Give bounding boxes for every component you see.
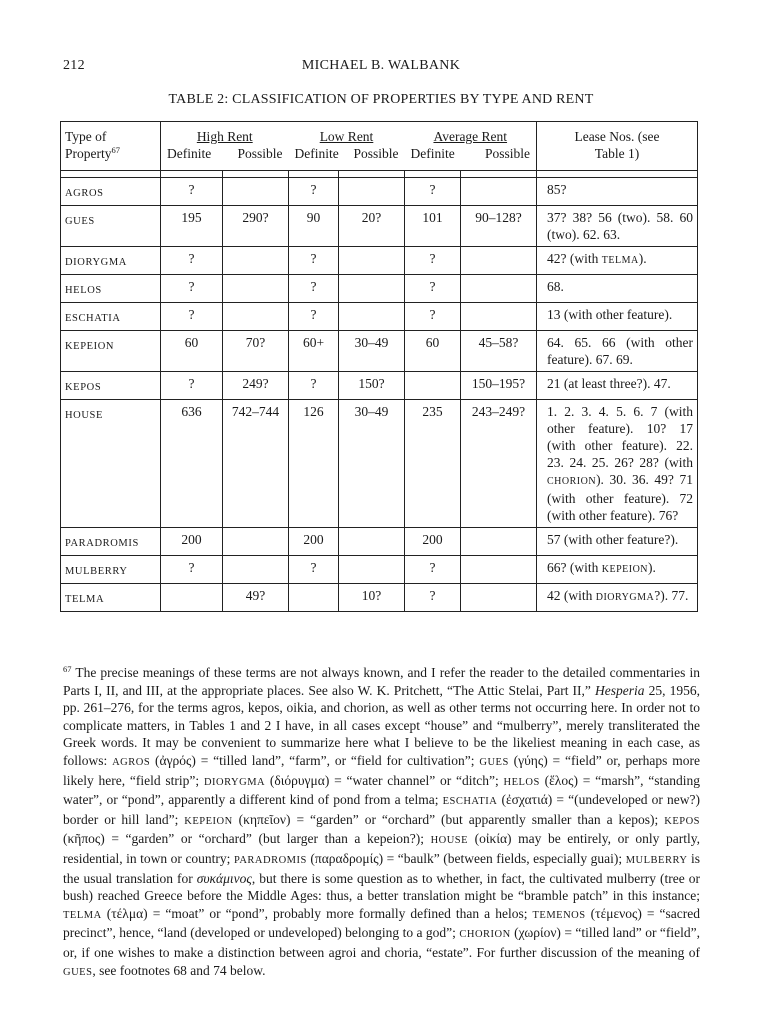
cell-low-definite: ? xyxy=(289,556,339,584)
cell-average-possible: 150–195? xyxy=(461,372,537,400)
cell-low-possible: 10? xyxy=(339,584,405,612)
header-low-rent: Low Rent Definite Possible xyxy=(289,122,405,171)
table-row xyxy=(61,372,698,400)
table-row xyxy=(61,247,698,275)
cell-low-definite: ? xyxy=(289,303,339,331)
cell-low-definite: ? xyxy=(289,178,339,206)
cell-high-definite: 60 xyxy=(161,331,223,372)
cell-average-definite: ? xyxy=(405,247,461,275)
cell-property-type: AGROS xyxy=(61,178,161,206)
table-row xyxy=(61,331,698,372)
cell-property-type: KEPOS xyxy=(61,372,161,400)
cell-low-definite xyxy=(289,584,339,612)
cell-lease-numbers: 13 (with other feature). xyxy=(537,303,698,331)
cell-high-definite: ? xyxy=(161,303,223,331)
table-row xyxy=(61,275,698,303)
cell-high-definite xyxy=(161,584,223,612)
header-type: Type of Property$^{67}$ xyxy=(61,122,161,171)
cell-average-possible xyxy=(461,275,537,303)
cell-low-possible: 150? xyxy=(339,372,405,400)
cell-high-possible: 249? xyxy=(223,372,289,400)
cell-average-possible xyxy=(461,556,537,584)
cell-low-definite: ? xyxy=(289,275,339,303)
table-caption: TABLE 2: CLASSIFICATION OF PROPERTIES BY TYPE AND RENT xyxy=(168,92,594,107)
cell-property-type: TELMA xyxy=(61,584,161,612)
cell-low-definite: 60+ xyxy=(289,331,339,372)
table-row xyxy=(61,528,698,556)
cell-property-type: HELOS xyxy=(61,275,161,303)
cell-low-possible xyxy=(339,178,405,206)
cell-low-definite: ? xyxy=(289,372,339,400)
cell-high-possible xyxy=(223,247,289,275)
cell-average-possible: 45–58? xyxy=(461,331,537,372)
cell-low-possible xyxy=(339,303,405,331)
cell-high-definite: ? xyxy=(161,247,223,275)
cell-low-possible xyxy=(339,556,405,584)
cell-average-definite: 200 xyxy=(405,528,461,556)
cell-high-possible xyxy=(223,303,289,331)
cell-average-definite: 101 xyxy=(405,206,461,247)
cell-low-definite: 90 xyxy=(289,206,339,247)
cell-average-possible xyxy=(461,528,537,556)
cell-low-possible: 20? xyxy=(339,206,405,247)
table-row xyxy=(61,584,698,612)
cell-high-possible: 49? xyxy=(223,584,289,612)
footnote-67: $^{67}$ The precise meanings of these terms are not always known, and I refer the reader to the detailed commentaries in Parts I, II, and III, at the appropriate places. See also W. K. Pritchett, “The Attic Stelai, Part II,” Hesperia 25, 1956, pp. 261–276, for the terms agros, kepos, oikia, and chorion, as well as other terms not occurring here. In order not to complicate matters, in Tables 1 and 2 I have, in all cases except “house” and “mulberry”, merely transliterated the Greek words. It may be convenient to summarize here what I believe to be the likeliest meaning in each case, as follows: AGROS (ἀγρός) = “tilled land”, “farm”, or “field for cultivation”; GUES (γύης) = “field” or, perhaps more likely here, “field strip”; DIORYGMA (διόρυγμα) = “water channel” or “ditch”; HELOS (ἕλος) = “marsh”, “standing water”, or “pond”, apparently a different kind of pond from a telma; ESCHATIA (ἐσχατιά) = “(undeveloped or new?) border or hill land”; KEPEION (κηπεῖον) = “garden” or “orchard” (but apparently smaller than a kepos); KEPOS (κῆπος) = “garden” or “orchard” (but larger than a kepeion?); HOUSE (οἰκία) may be entirely, or only partly, residential, in town or country; PARADROMIS (παραδρομίς) = “baulk” (between fields, especially guai); MULBERRY is the usual translation for συκάμινος, but there is some question as to whether, in fact, the cultivated mulberry (tree or bush) reached Greece before the Middle Ages: thus, a better translation might be “bramble patch” in this instance; TELMA (τέλμα) = “moat” or “pond”, probably more formally defined than a helos; TEMENOS (τέμενος) = “sacred precinct”, hence, “land (developed or undeveloped) belonging to a god”; CHORION (χωρίον) = “tilled land” or “field”, or, if one wishes to make a distinction between agroi and choria, “estate”. For further discussion of the meaning of GUES, see footnotes 68 and 74 below. xyxy=(63,664,701,978)
cell-low-definite: ? xyxy=(289,247,339,275)
cell-high-definite: ? xyxy=(161,275,223,303)
cell-average-definite: ? xyxy=(405,556,461,584)
header-lease: Lease Nos. (see Table 1) xyxy=(537,122,698,171)
cell-high-definite: ? xyxy=(161,178,223,206)
cell-lease-numbers: 21 (at least three?). 47. xyxy=(537,372,698,400)
table-body xyxy=(61,178,698,612)
running-head: MICHAEL B. WALBANK xyxy=(301,58,461,73)
cell-high-possible xyxy=(223,178,289,206)
page-number: 212 xyxy=(63,58,85,73)
cell-low-possible: 30–49 xyxy=(339,400,405,528)
cell-average-possible: 90–128? xyxy=(461,206,537,247)
cell-average-definite: 60 xyxy=(405,331,461,372)
cell-high-possible: 290? xyxy=(223,206,289,247)
cell-property-type: HOUSE xyxy=(61,400,161,528)
cell-average-possible xyxy=(461,178,537,206)
table-row xyxy=(61,556,698,584)
table-header-row xyxy=(61,122,698,171)
cell-average-definite: ? xyxy=(405,584,461,612)
cell-property-type: KEPEION xyxy=(61,331,161,372)
cell-low-possible xyxy=(339,275,405,303)
cell-low-definite: 126 xyxy=(289,400,339,528)
table-row xyxy=(61,400,698,528)
cell-low-possible: 30–49 xyxy=(339,331,405,372)
cell-high-possible xyxy=(223,556,289,584)
cell-lease-numbers: 57 (with other feature?). xyxy=(537,528,698,556)
cell-high-possible: 70? xyxy=(223,331,289,372)
cell-high-definite: 195 xyxy=(161,206,223,247)
cell-high-possible xyxy=(223,528,289,556)
cell-average-possible xyxy=(461,303,537,331)
cell-lease-numbers: 64. 65. 66 (with other feature). 67. 69. xyxy=(537,331,698,372)
cell-average-definite: ? xyxy=(405,275,461,303)
cell-average-definite xyxy=(405,372,461,400)
cell-average-possible: 243–249? xyxy=(461,400,537,528)
cell-high-possible xyxy=(223,275,289,303)
cell-high-possible: 742–744 xyxy=(223,400,289,528)
cell-lease-numbers: 85? xyxy=(537,178,698,206)
cell-high-definite: ? xyxy=(161,556,223,584)
cell-lease-numbers: 68. xyxy=(537,275,698,303)
table-row xyxy=(61,303,698,331)
cell-property-type: PARADROMIS xyxy=(61,528,161,556)
cell-property-type: DIORYGMA xyxy=(61,247,161,275)
cell-average-possible xyxy=(461,247,537,275)
cell-average-definite: ? xyxy=(405,303,461,331)
table-row xyxy=(61,206,698,247)
cell-high-definite: ? xyxy=(161,372,223,400)
cell-low-possible xyxy=(339,528,405,556)
property-table xyxy=(60,121,698,612)
header-average-rent: Average Rent Definite Possible xyxy=(405,122,537,171)
cell-lease-numbers: 66? (with KEPEION). xyxy=(537,556,698,584)
cell-average-definite: 235 xyxy=(405,400,461,528)
cell-low-possible xyxy=(339,247,405,275)
cell-average-possible xyxy=(461,584,537,612)
table-header-gap xyxy=(61,171,698,178)
cell-lease-numbers: 42 (with DIORYGMA?). 77. xyxy=(537,584,698,612)
cell-property-type: GUES xyxy=(61,206,161,247)
cell-low-definite: 200 xyxy=(289,528,339,556)
footnote-ref: 67 xyxy=(111,145,120,155)
cell-lease-numbers: 37? 38? 56 (two). 58. 60 (two). 62. 63. xyxy=(537,206,698,247)
header-high-rent: High Rent Definite Possible xyxy=(161,122,289,171)
table-row xyxy=(61,178,698,206)
cell-property-type: ESCHATIA xyxy=(61,303,161,331)
cell-lease-numbers: 1. 2. 3. 4. 5. 6. 7 (with other feature). 10? 17 (with other feature). 22. 23. 24. 25. 26? 28? (with CHORION). 30. 36. 49? 71 (with other feature). 72 (with other feature). 76? xyxy=(537,400,698,528)
cell-property-type: MULBERRY xyxy=(61,556,161,584)
footnote-marker: 67 xyxy=(63,664,72,674)
cell-lease-numbers: 42? (with TELMA). xyxy=(537,247,698,275)
cell-average-definite: ? xyxy=(405,178,461,206)
cell-high-definite: 636 xyxy=(161,400,223,528)
cell-high-definite: 200 xyxy=(161,528,223,556)
